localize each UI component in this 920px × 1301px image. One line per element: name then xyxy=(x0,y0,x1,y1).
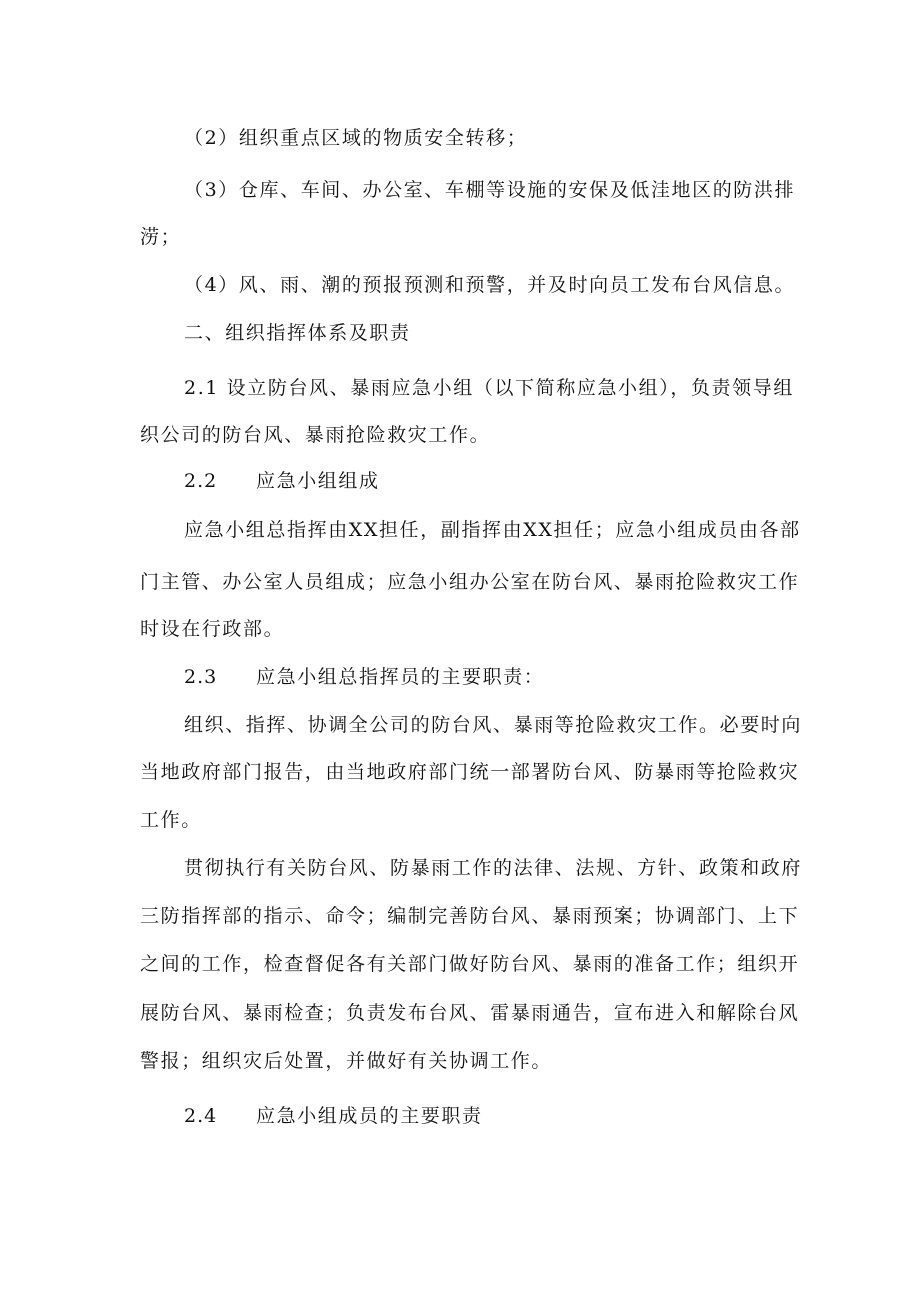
paragraph-2-3-line-1: 组织、指挥、协调全公司的防台风、暴雨等抢险救灾工作。必要时向 xyxy=(184,714,803,736)
paragraph-2-1-line-1: 2.1 设立防台风、暴雨应急小组（以下简称应急小组），负责领导组 xyxy=(184,377,794,399)
paragraph-item-4: （4）风、雨、潮的预报预测和预警，并及时向员工发布台风信息。 xyxy=(184,274,796,296)
subheading-title: 应急小组成员的主要职责 xyxy=(256,1105,483,1127)
subheading-2-4 xyxy=(184,1104,483,1128)
paragraph-2-3b-line-2: 三防指挥部的指示、命令；编制完善防台风、暴雨预案；协调部门、上下 xyxy=(140,905,800,927)
paragraph-2-3b-line-5: 警报；组织灾后处置，并做好有关协调工作。 xyxy=(140,1050,553,1072)
subheading-title: 应急小组总指挥员的主要职责： xyxy=(256,666,545,688)
paragraph-2-3b-line-3: 之间的工作，检查督促各有关部门做好防台风、暴雨的准备工作；组织开 xyxy=(140,953,800,975)
subheading-2-3 xyxy=(184,665,544,689)
paragraph-2-3b-line-1: 贯彻执行有关防台风、防暴雨工作的法律、法规、方针、政策和政府 xyxy=(184,857,803,879)
paragraph-2-1-line-2: 织公司的防台风、暴雨抢险救灾工作。 xyxy=(140,424,491,446)
subheading-number: 2.2 xyxy=(184,470,218,492)
paragraph-2-2-line-2: 门主管、办公室人员组成；应急小组办公室在防台风、暴雨抢险救灾工作 xyxy=(140,571,800,593)
subheading-title: 应急小组组成 xyxy=(256,470,380,492)
section-heading-2: 二、组织指挥体系及职责 xyxy=(184,322,411,344)
paragraph-2-2-line-3: 时设在行政部。 xyxy=(140,618,285,640)
paragraph-2-3-line-2: 当地政府部门报告，由当地政府部门统一部署防台风、防暴雨等抢险救灾 xyxy=(140,761,800,783)
paragraph-item-2: （2）组织重点区域的物质安全转移； xyxy=(184,127,528,149)
paragraph-2-3-line-3: 工作。 xyxy=(140,809,202,831)
subheading-2-2 xyxy=(184,469,380,493)
subheading-number: 2.4 xyxy=(184,1105,218,1127)
paragraph-2-3b-line-4: 展防台风、暴雨检查；负责发布台风、雷暴雨通告，宣布进入和解除台风 xyxy=(140,1002,800,1024)
paragraph-item-3-line-1: （3）仓库、车间、办公室、车棚等设施的安保及低洼地区的防洪排 xyxy=(184,179,796,201)
paragraph-2-2-line-1: 应急小组总指挥由XX担任，副指挥由XX担任；应急小组成员由各部 xyxy=(184,519,801,541)
paragraph-item-3-line-2: 涝； xyxy=(140,226,182,248)
subheading-number: 2.3 xyxy=(184,666,218,688)
